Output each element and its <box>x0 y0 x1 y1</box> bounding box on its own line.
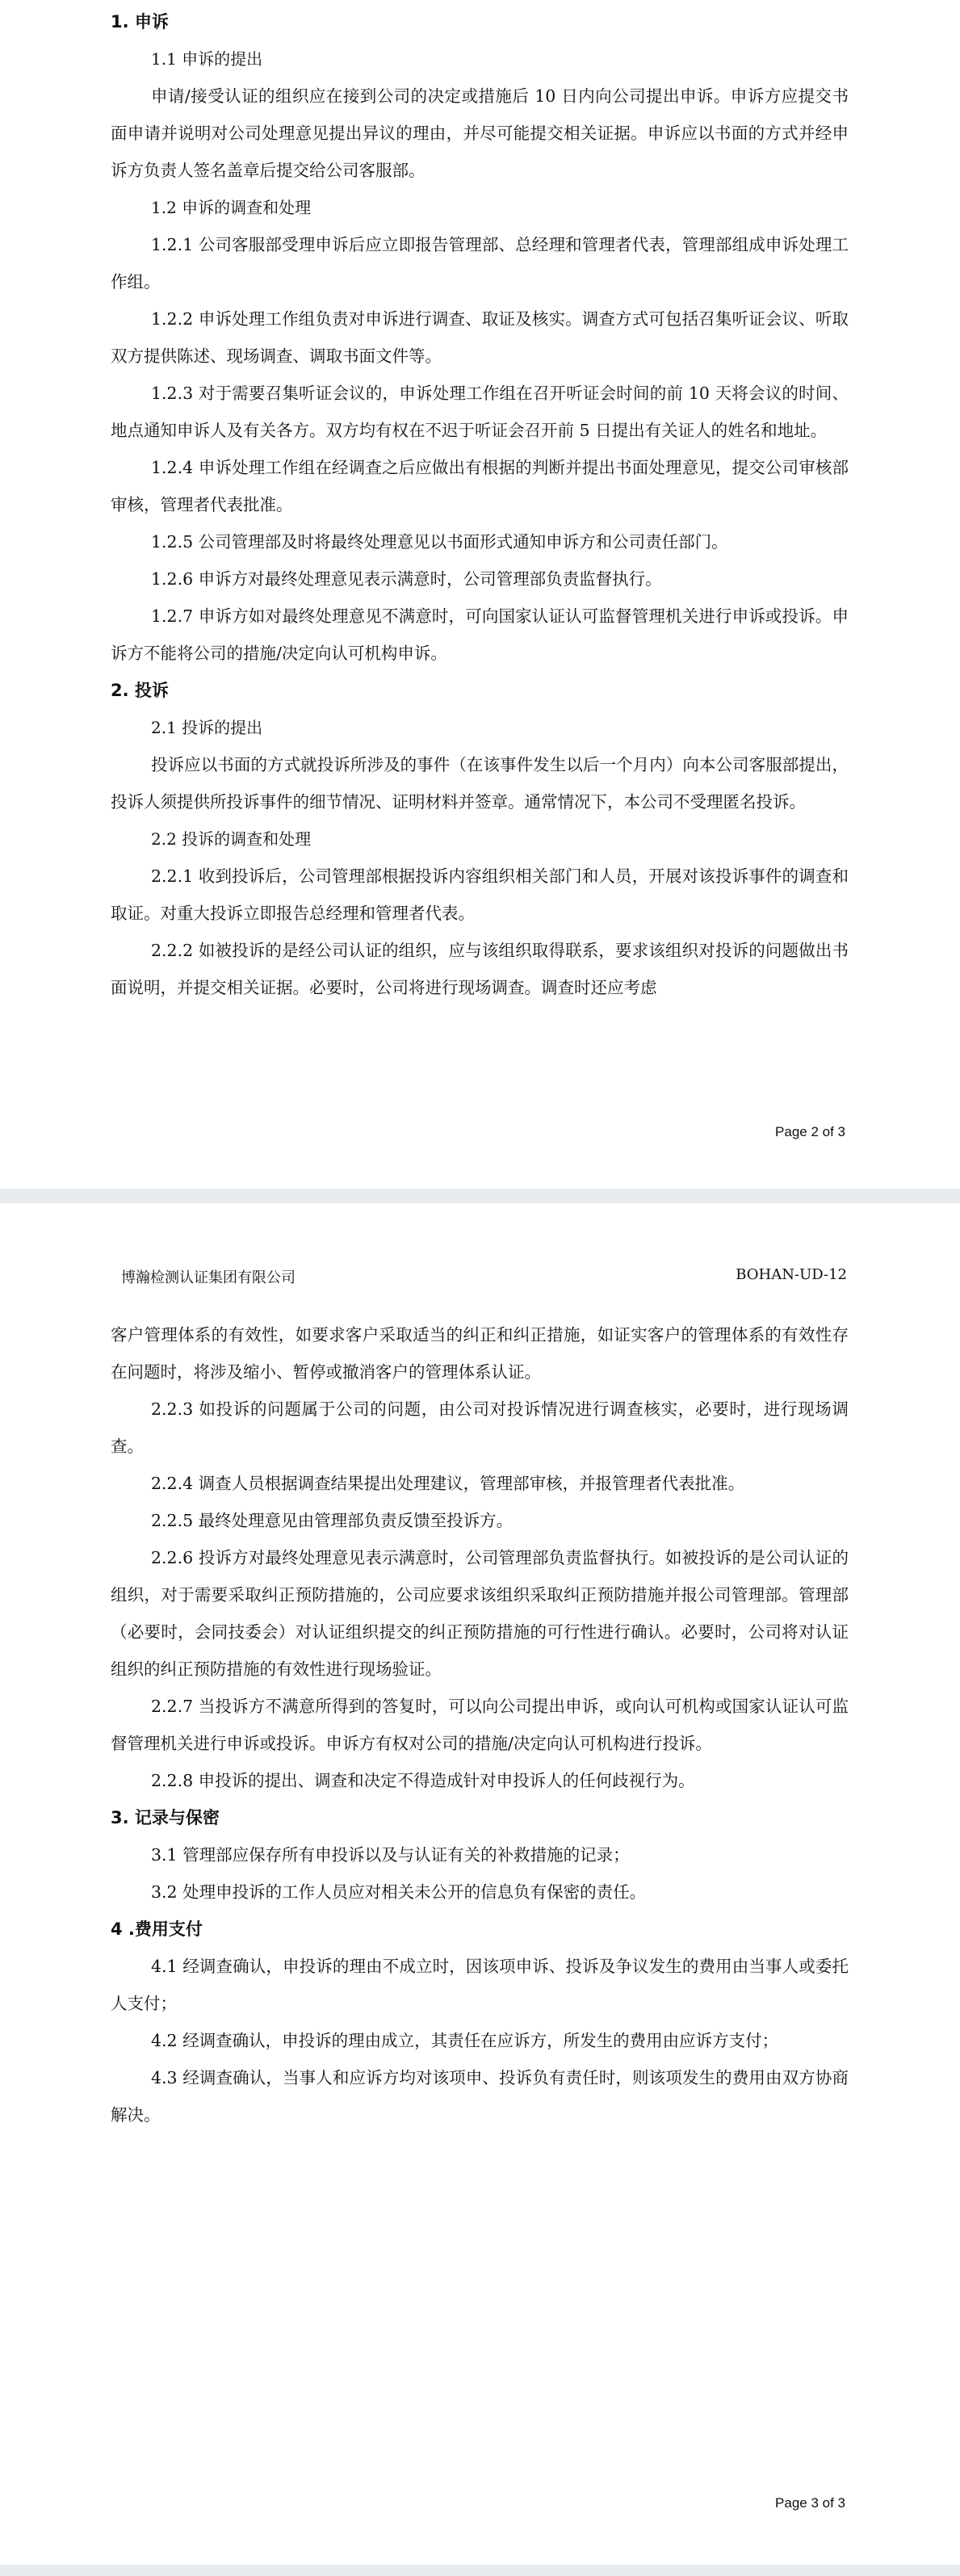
document-page-2 <box>0 0 960 1189</box>
paragraph: 1.2.7 申诉方如对最终处理意见不满意时，可向国家认证认可监督管理机关进行申诉或投诉。申诉方不能将公司的措施/决定向认可机构申诉。 <box>111 606 849 663</box>
page-3-body <box>111 1316 849 2133</box>
heading-complaint: 2. 投诉 <box>111 681 169 700</box>
list-item: 3.1 管理部应保存所有申投诉以及与认证有关的补救措施的记录； <box>151 1845 630 1865</box>
page-number: Page 2 of 3 <box>775 1124 845 1139</box>
paragraph: 投诉应以书面的方式就投诉所涉及的事件（在该事件发生以后一个月内）向本公司客服部提出，投诉人须提供所投诉事件的细节情况、证明材料并签章。通常情况下，本公司不受理匿名投诉。 <box>111 755 849 812</box>
paragraph: 2.2.6 投诉方对最终处理意见表示满意时，公司管理部负责监督执行。如被投诉的是公司认证的组织，对于需要采取纠正预防措施的，公司应要求该组织采取纠正预防措施并报公司管理部。管理部（必要时，会同技委会）对认证组织提交的纠正预防措施的可行性进行确认。必要时，公司将对认证组织的纠正预防措施的有效性进行现场验证。 <box>111 1548 849 1679</box>
paragraph: 4.1 经调查确认，申投诉的理由不成立时，因该项申诉、投诉及争议发生的费用由当事人或委托人支付； <box>111 1957 849 2013</box>
heading-fee-payment: 4 .费用支付 <box>111 1919 203 1939</box>
paragraph: 1.2.1 公司客服部受理申诉后应立即报告管理部、总经理和管理者代表，管理部组成申诉处理工作组。 <box>111 235 849 292</box>
paragraph: 4.3 经调查确认，当事人和应诉方均对该项申、投诉负有责任时，则该项发生的费用由双方协商解决。 <box>111 2068 849 2125</box>
document-page-3 <box>0 1203 960 2565</box>
list-item: 3.2 处理申投诉的工作人员应对相关未公开的信息负有保密的责任。 <box>151 1882 647 1902</box>
page-number: Page 3 of 3 <box>775 2495 845 2511</box>
paragraph: 2.2.7 当投诉方不满意所得到的答复时，可以向公司提出申诉，或向认可机构或国家认证认可监督管理机关进行申诉或投诉。申诉方有权对公司的措施/决定向认可机构进行投诉。 <box>111 1697 849 1753</box>
header-document-code: BOHAN-UD-12 <box>736 1266 847 1283</box>
paragraph: 4.2 经调查确认，申投诉的理由成立，其责任在应诉方，所发生的费用由应诉方支付； <box>151 2031 779 2050</box>
subheading-complaint-investigation: 2.2 投诉的调查和处理 <box>151 829 312 849</box>
paragraph: 1.2.3 对于需要召集听证会议的，申诉处理工作组在召开听证会时间的前 10 天将会议的时间、地点通知申诉人及有关各方。双方均有权在不迟于听证会召开前 5 日提出有关证人的姓名和地址。 <box>111 384 849 440</box>
subheading-appeal-investigation: 1.2 申诉的调查和处理 <box>151 198 312 217</box>
paragraph: 1.2.5 公司管理部及时将最终处理意见以书面形式通知申诉方和公司责任部门。 <box>151 532 728 552</box>
paragraph: 1.2.4 申诉处理工作组在经调查之后应做出有根据的判断并提出书面处理意见，提交公司审核部审核，管理者代表批准。 <box>111 458 849 514</box>
subheading-complaint-submission: 2.1 投诉的提出 <box>151 718 263 737</box>
paragraph: 1.2.6 申诉方对最终处理意见表示满意时，公司管理部负责监督执行。 <box>151 569 662 589</box>
page-separator <box>0 1189 960 1203</box>
paragraph: 2.2.4 调查人员根据调查结果提出处理建议，管理部审核，并报管理者代表批准。 <box>151 1474 745 1493</box>
paragraph: 2.2.2 如被投诉的是经公司认证的组织，应与该组织取得联系，要求该组织对投诉的问题做出书面说明，并提交相关证据。必要时，公司将进行现场调查。调查时还应考虑 <box>111 941 849 997</box>
paragraph: 2.2.3 如投诉的问题属于公司的问题，由公司对投诉情况进行调查核实，必要时，进行现场调查。 <box>111 1399 849 1456</box>
paragraph: 2.2.5 最终处理意见由管理部负责反馈至投诉方。 <box>151 1511 514 1530</box>
page-2-body <box>111 3 849 1006</box>
paragraph: 2.2.1 收到投诉后，公司管理部根据投诉内容组织相关部门和人员，开展对该投诉事件的调查和取证。对重大投诉立即报告总经理和管理者代表。 <box>111 866 849 923</box>
paragraph-continued: 客户管理体系的有效性，如要求客户采取适当的纠正和纠正措施，如证实客户的管理体系的有效性存在问题时，将涉及缩小、暂停或撤消客户的管理体系认证。 <box>111 1325 849 1382</box>
paragraph: 1.2.2 申诉处理工作组负责对申诉进行调查、取证及核实。调查方式可包括召集听证会议、听取双方提供陈述、现场调查、调取书面文件等。 <box>111 309 849 366</box>
paragraph: 2.2.8 申投诉的提出、调查和决定不得造成针对申投诉人的任何歧视行为。 <box>151 1771 695 1790</box>
subheading-appeal-submission: 1.1 申诉的提出 <box>151 49 263 69</box>
heading-records-confidentiality: 3. 记录与保密 <box>111 1808 220 1827</box>
header-company-name: 博瀚检测认证集团有限公司 <box>121 1269 296 1286</box>
paragraph: 申请/接受认证的组织应在接到公司的决定或措施后 10 日内向公司提出申诉。申诉方应提交书面申请并说明对公司处理意见提出异议的理由，并尽可能提交相关证据。申诉应以书面的方式并经申诉方负责人签名盖章后提交给公司客服部。 <box>111 86 849 180</box>
heading-appeal: 1. 申诉 <box>111 12 169 31</box>
